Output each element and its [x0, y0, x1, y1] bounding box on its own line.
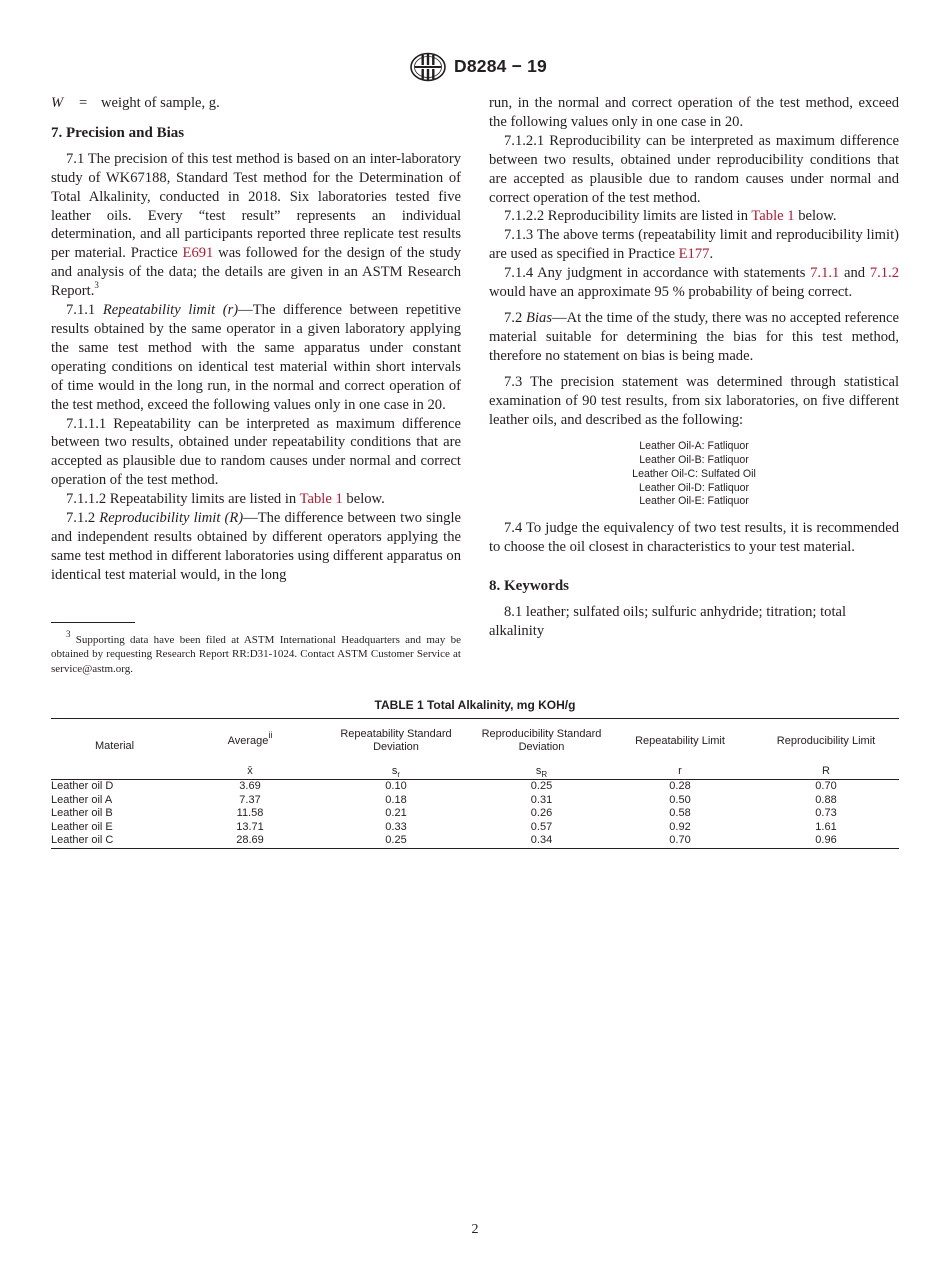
- paragraph-7-1-end: was followed for the design of the study and analysis of the data; the details are given in an ASTM Research Report.: [51, 245, 461, 300]
- symbol-repeatability-sd: [316, 763, 476, 780]
- table-row: [51, 807, 899, 821]
- paragraph-7-2-number: 7.2: [504, 309, 527, 326]
- cell-material: Leather oil D: [51, 780, 114, 792]
- paragraph-7-1: [51, 150, 461, 301]
- paragraph-7-3: 7.3 The precision statement was determined through statistical examination of 90 test results, from six laboratories, on five different leather oils, and described as the following:: [489, 373, 899, 428]
- variable-symbol: W: [51, 95, 64, 111]
- cell-repeatability-limit: 0.28: [669, 780, 691, 792]
- table-row: [51, 834, 899, 848]
- paragraph-7-1-4-end: would have an approximate 95 % probability of being correct.: [489, 284, 853, 301]
- section-8-heading: 8. Keywords: [489, 577, 569, 594]
- cell-average: 7.37: [239, 793, 261, 806]
- paragraph-7-1-1-text: —The difference between repetitive results obtained by the same operator in a given laboratory applying the same test method with the same apparatus under constant operating conditions on identical test material within short intervals of time would in the long run, in the normal and correct operation of the test method, exceed the following values only in one case in 20.: [51, 302, 462, 413]
- cell-reproducibility-sd: 0.57: [530, 820, 553, 833]
- paragraph-7-1-text: 7.1 The precision of this test method is based on an inter-laboratory study of WK67188, Standard Test method for the Determination of Total Alkalinity, conducted in 2018. Six laboratories tested five leather oils. Every “test result” represents an individual determination, and all participants reported three replicate test results per material. Practice: [51, 150, 461, 262]
- cell-reproducibility-limit: 0.88: [815, 793, 837, 806]
- list-item: Leather Oil-D: Fatliquor: [638, 481, 750, 494]
- cell-repeatability-sd: 0.25: [385, 834, 407, 847]
- table-1-link[interactable]: Table 1: [299, 491, 343, 508]
- reproducibility-limit-term: Reproducibility limit (R): [99, 510, 244, 527]
- paragraph-7-1-1-number: 7.1.1: [66, 302, 103, 319]
- table-row: [51, 794, 899, 808]
- table-row: [51, 821, 899, 835]
- cell-reproducibility-sd: 0.25: [530, 780, 553, 792]
- cell-repeatability-sd: 0.18: [385, 793, 407, 806]
- variable-description: weight of sample, g.: [101, 95, 220, 111]
- cell-repeatability-sd: 0.10: [385, 780, 407, 792]
- repeatability-limit-term: Repeatability limit (r): [102, 302, 239, 319]
- symbol-s: s: [535, 765, 542, 777]
- cell-reproducibility-sd: 0.26: [530, 807, 553, 820]
- cell-reproducibility-limit: 0.70: [815, 780, 837, 792]
- variable-definition: [51, 94, 461, 113]
- paragraph-7-1-1-2-end: below.: [342, 491, 385, 508]
- table-caption: TABLE 1 Total Alkalinity, mg KOH/g: [374, 698, 576, 712]
- cell-average: 13.71: [236, 820, 264, 833]
- document-designation: D8284 − 19: [454, 56, 547, 76]
- symbol-sub-r: r: [397, 770, 401, 780]
- total-alkalinity-table: [51, 718, 899, 849]
- footnote-marker-3[interactable]: 3: [94, 280, 99, 291]
- column-header-reproducibility-limit: Reproducibility Limit: [776, 734, 876, 747]
- cell-material: Leather oil A: [51, 793, 113, 806]
- footnote-3: [51, 629, 461, 676]
- cell-repeatability-limit: 0.92: [669, 820, 691, 833]
- section-7-1-1-link[interactable]: 7.1.1: [810, 265, 840, 282]
- table-1-link[interactable]: Table 1: [751, 208, 795, 225]
- paragraph-7-1-4-text: 7.1.4 Any judgment in accordance with statements: [504, 265, 811, 282]
- paragraph-7-1-2-text: —The difference between two single and independent results obtained by different operators applying the same test method in different laboratories using different apparatus on identical test material would, in the long: [51, 510, 461, 583]
- cell-reproducibility-limit: 0.96: [815, 834, 837, 847]
- paragraph-7-1-2-1: 7.1.2.1 Reproducibility can be interpreted as maximum difference between two results, obtained under reproducibility conditions that are accepted as plausible due to random causes under normal and correct operation of the test method.: [489, 132, 899, 206]
- cell-reproducibility-sd: 0.31: [530, 793, 553, 806]
- paragraph-7-1-2-2: [489, 207, 899, 226]
- symbol-reproducibility-sd: [476, 763, 607, 780]
- astm-logo-icon: [409, 52, 447, 82]
- cell-repeatability-sd: 0.21: [385, 807, 407, 820]
- paragraph-7-1-1: [51, 301, 461, 414]
- paragraph-7-1-3-end: .: [709, 246, 714, 263]
- left-column: [51, 94, 461, 585]
- ref-e691-link[interactable]: E691: [182, 245, 214, 262]
- cell-material: Leather oil B: [51, 807, 113, 820]
- symbol-reproducibility-limit: R: [822, 765, 830, 777]
- section-7-1-2-link[interactable]: 7.1.2: [869, 265, 899, 282]
- ref-e177-link[interactable]: E177: [678, 246, 710, 263]
- paragraph-7-2-text: —At the time of the study, there was no accepted reference material suitable for determining the bias for this test method, therefore no statement on bias is being made.: [489, 309, 899, 364]
- paragraph-7-1-2-2-text: 7.1.2.2 Reproducibility limits are listed in: [504, 208, 752, 225]
- paragraph-8-1: 8.1 leather; sulfated oils; sulfuric anhydride; titration; total alkalinity: [489, 603, 847, 639]
- paragraph-7-1-4: [489, 264, 899, 302]
- list-item: Leather Oil-B: Fatliquor: [639, 454, 749, 467]
- cell-repeatability-limit: 0.58: [669, 807, 691, 820]
- cell-average: 28.69: [236, 834, 264, 847]
- paragraph-7-1-1-2-text: 7.1.1.2 Repeatability limits are listed in: [66, 491, 300, 508]
- cell-repeatability-sd: 0.33: [385, 820, 407, 833]
- document-header: [0, 52, 950, 84]
- list-item: Leather Oil-A: Fatliquor: [639, 440, 749, 453]
- paragraph-7-1-1-2: [51, 490, 461, 509]
- cell-material: Leather oil E: [51, 820, 113, 833]
- average-label: Average: [227, 734, 269, 747]
- column-header-reproducibility-sd: Reproducibility Standard Deviation: [481, 728, 602, 753]
- leather-oil-list: [489, 440, 899, 509]
- list-item: Leather Oil-E: Fatliquor: [639, 495, 749, 508]
- average-sup: ii: [268, 729, 273, 740]
- paragraph-7-1-1-1: 7.1.1.1 Repeatability can be interpreted as maximum difference between two results, obtained under repeatability conditions that are accepted as plausible due to random causes under normal and correct operation of the test method.: [51, 415, 461, 489]
- section-7-heading: 7. Precision and Bias: [51, 124, 185, 141]
- column-header-average: [184, 719, 316, 764]
- symbol-repeatability-limit: r: [678, 765, 682, 777]
- bias-term: Bias: [526, 309, 552, 326]
- table-header-row: [51, 719, 899, 764]
- paragraph-7-1-2-2-end: below.: [794, 208, 837, 225]
- table-1: [51, 698, 899, 849]
- symbol-average: x̄: [247, 765, 253, 777]
- paragraph-7-2: [489, 309, 899, 366]
- page-number: 2: [471, 1222, 479, 1237]
- cell-repeatability-limit: 0.50: [669, 793, 691, 806]
- paragraph-7-4: 7.4 To judge the equivalency of two test results, it is recommended to choose the oil closest in characteristics to your test material.: [489, 519, 899, 555]
- cell-reproducibility-limit: 1.61: [815, 820, 837, 833]
- paragraph-7-1-3: [489, 226, 899, 264]
- footnote-divider: [51, 622, 135, 623]
- paragraph-7-1-2: [51, 509, 461, 585]
- cell-material: Leather oil C: [51, 834, 114, 847]
- cell-average: 11.58: [236, 807, 264, 820]
- cell-repeatability-limit: 0.70: [669, 834, 691, 847]
- right-column: [489, 94, 899, 640]
- column-header-repeatability-limit: Repeatability Limit: [635, 734, 725, 747]
- paragraph-7-1-3-text: 7.1.3 The above terms (repeatability limit and reproducibility limit) are used as specified in Practice: [489, 227, 899, 263]
- cell-reproducibility-limit: 0.73: [815, 807, 837, 820]
- table-row: [51, 780, 899, 794]
- paragraph-7-1-2-continued: run, in the normal and correct operation of the test method, exceed the following values only in one case in 20.: [489, 95, 899, 130]
- table-symbol-row: [51, 763, 899, 780]
- column-header-material: Material: [95, 739, 135, 752]
- symbol-material: [51, 763, 184, 780]
- column-header-repeatability-sd: Repeatability Standard Deviation: [340, 728, 452, 753]
- variable-equals: =: [79, 95, 88, 111]
- symbol-s: s: [391, 765, 398, 777]
- paragraph-7-1-4-and: and: [839, 265, 870, 282]
- symbol-sub-R: R: [541, 770, 548, 780]
- cell-average: 3.69: [239, 780, 261, 792]
- cell-reproducibility-sd: 0.34: [530, 834, 553, 847]
- footnote-text: Supporting data have been filed at ASTM International Headquarters and may be obtained by requesting Research Report RR:D31-1024. Contact ASTM Customer Service at service@astm.org.: [51, 634, 461, 675]
- footnote-number: 3: [66, 629, 71, 640]
- paragraph-7-1-2-number: 7.1.2: [66, 510, 100, 527]
- list-item: Leather Oil-C: Sulfated Oil: [632, 467, 756, 480]
